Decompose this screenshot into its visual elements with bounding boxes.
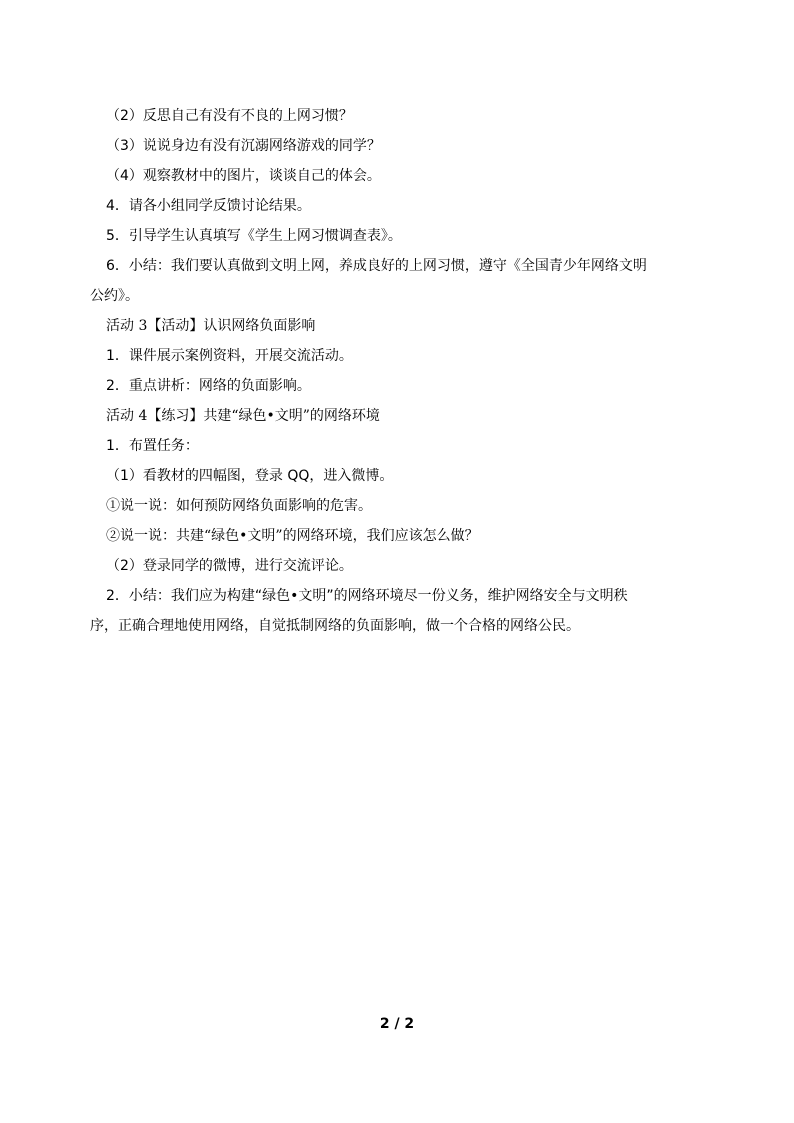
text-line: （2）登录同学的微博，进行交流评论。 [106, 558, 353, 574]
text-line: （1）看教材的四幅图，登录 QQ，进入微博。 [106, 468, 394, 484]
text-line: 5．引导学生认真填写《学生上网习惯调查表》。 [106, 228, 402, 244]
text-line: 6．小结：我们要认真做到文明上网，养成良好的上网习惯，遵守《全国青少年网络文明 [106, 258, 647, 274]
text-line: 1．布置任务： [106, 438, 199, 454]
page-number: 2 / 2 [379, 1016, 415, 1032]
text-line: ①说一说：如何预防网络负面影响的危害。 [106, 498, 372, 514]
text-line: 序，正确合理地使用网络，自觉抵制网络的负面影响，做一个合格的网络公民。 [90, 618, 580, 634]
text-line: 2．重点讲析：网络的负面影响。 [106, 378, 311, 394]
section-heading: 活动 4【练习】共建“绿色•文明”的网络环境 [106, 408, 380, 424]
text-line: （3）说说身边有没有沉溺网络游戏的同学？ [106, 138, 381, 154]
text-line: 4．请各小组同学反馈讨论结果。 [106, 198, 311, 214]
text-line: （4）观察教材中的图片，谈谈自己的体会。 [106, 168, 381, 184]
text-line: ②说一说：共建“绿色•文明”的网络环境，我们应该怎么做？ [106, 528, 479, 544]
text-line: （2）反思自己有没有不良的上网习惯？ [106, 108, 353, 124]
text-line: 公约》。 [90, 288, 139, 304]
section-heading: 活动 3【活动】认识网络负面影响 [106, 318, 316, 334]
text-line: 1．课件展示案例资料，开展交流活动。 [106, 348, 353, 364]
text-line: 2．小结：我们应为构建“绿色•文明”的网络环境尽一份义务，维护网络安全与文明秩 [106, 588, 628, 604]
